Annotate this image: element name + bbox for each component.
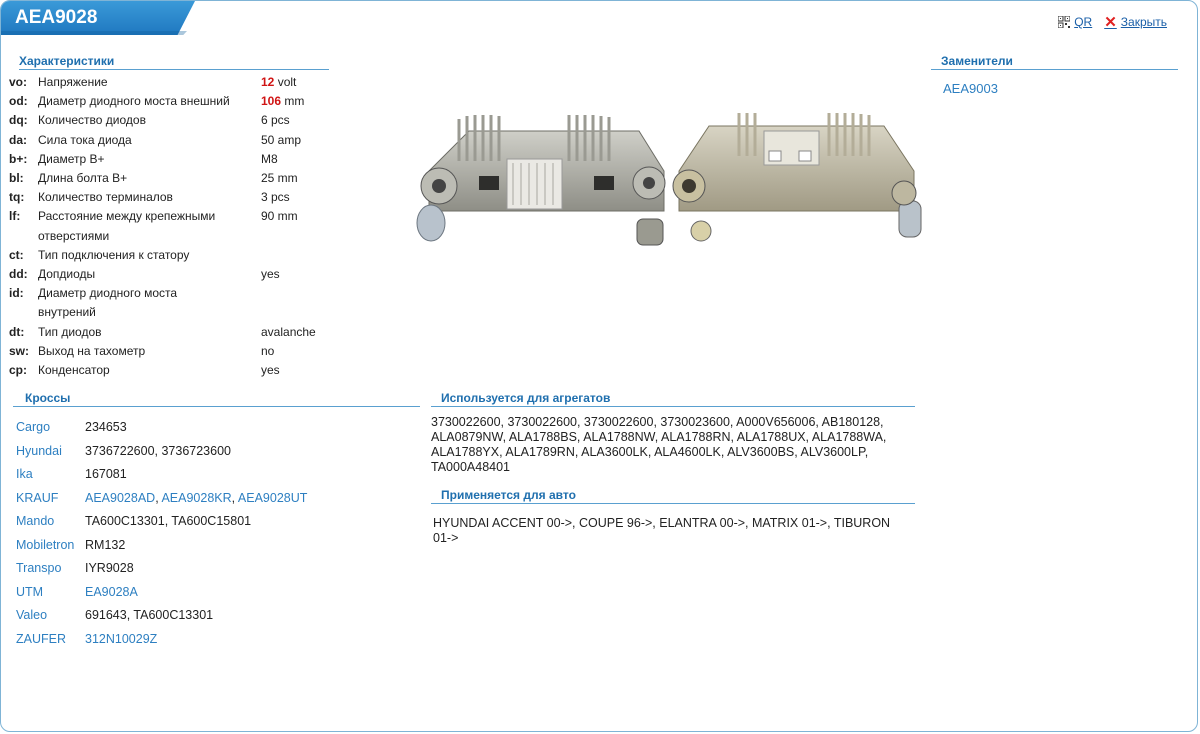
spec-code: vo: [9,75,27,89]
used-for-text: 3730022600, 3730022600, 3730022600, 3730023600, A000V656006, AB180128, ALA0879NW, ALA1788BS, ALA1788NW, ALA1788RN, ALA1788UX, ALA1788WA, ALA1788YX, ALA1789RN, ALA3600LK, ALA4600LK, ALV3600BS, ALV3600LP, TA000A48401 [431,415,887,474]
spec-value [261,111,290,130]
cross-row [16,628,411,652]
spec-value-unit: volt [277,75,297,89]
close-label: Закрыть [1120,15,1167,29]
spec-code: dd: [9,267,28,282]
cross-brand: UTM [16,584,44,599]
spec-row [9,361,339,380]
spec-label-text: Сила тока диода [38,132,132,147]
spec-value-number: no [261,343,275,358]
spec-value [261,92,304,111]
spec-value [261,73,296,92]
spec-label [38,150,261,169]
cross-brand: KRAUF [16,490,59,505]
cross-brand: Transpo [16,561,62,575]
spec-code: od: [9,94,28,109]
spec-row [9,92,339,111]
cross-brand: Valeo [16,608,48,622]
spec-label [38,73,261,92]
spec-label [38,361,261,380]
spec-label [38,92,261,111]
applied-to-text: HYUNDAI ACCENT 00->, COUPE 96->, ELANTRA 00->, MATRIX 01->, TIBURON 01-> [433,516,891,545]
spec-row [9,246,339,265]
spec-value [261,207,298,245]
spec-value-unit: mm [284,94,305,109]
spec-value [261,265,280,284]
close-icon: ✕ [1104,14,1117,31]
spec-code: bl: [9,171,24,186]
page-title: AEA9028 [15,7,98,28]
cross-row [16,463,411,487]
spec-label-text: Длина болта B+ [38,171,128,186]
spec-value-number: 12 [261,75,275,89]
spec-row [9,265,339,284]
spec-code: cp: [9,363,27,378]
spec-value-number: 25 mm [261,171,298,186]
spec-label-text: Диаметр диодного моста [38,286,178,301]
spec-label-text: Выход на тахометр [38,343,146,358]
cross-row [16,510,411,534]
cross-codes: 234653 [85,420,127,434]
replacements-list [943,81,998,96]
spec-value-number: 106 [261,94,282,109]
cross-brand: Ika [16,467,33,481]
spec-value-number: 90 mm [261,209,298,224]
spec-row [9,323,339,342]
spec-label-text: Напряжение [38,75,108,89]
cross-row [16,416,411,440]
close-link[interactable] [1104,13,1167,31]
title-ribbon-shadow [1,31,187,35]
spec-label [38,131,261,150]
spec-code: sw: [9,343,30,358]
spec-value-number: M8 [261,151,278,166]
spec-label [38,188,261,207]
spec-code: id: [9,286,24,301]
spec-label-text-continued: внутрений [38,305,96,320]
cross-codes [85,581,411,605]
cross-brand: Cargo [16,420,51,434]
cross-code-link[interactable]: AEA9028UT [237,490,308,505]
spec-value [261,361,280,380]
spec-label-text: Диаметр B+ [38,151,105,166]
cross-brand: ZAUFER [16,631,66,646]
cross-codes: TA600C13301, TA600C15801 [85,514,252,528]
replacements-heading: Заменители [931,54,1178,70]
spec-value [261,342,274,361]
cross-codes: IYR9028 [85,561,134,575]
spec-label-text-continued: отверстиями [38,228,110,243]
cross-row [16,604,411,628]
cross-row [16,440,411,464]
spec-row [9,342,339,361]
spec-value-number: 50 amp [261,132,302,147]
spec-row [9,131,339,150]
spec-value-number: 3 pcs [261,190,290,205]
cross-code-link[interactable]: AEA9028KR [161,490,232,505]
spec-label-text: Количество диодов [38,113,146,128]
spec-code: b+: [9,151,28,166]
spec-value-number: 6 pcs [261,113,290,128]
spec-value [261,323,316,342]
spec-row [9,188,339,207]
cross-codes: 3736722600, 3736723600 [85,443,231,458]
spec-label [38,169,261,188]
title-tab [1,1,195,35]
spec-code: tq: [9,190,25,205]
cross-row [16,487,411,511]
spec-code: lf: [9,209,21,224]
spec-value [261,131,301,150]
cross-codes: 167081 [85,467,127,481]
spec-label [38,342,261,361]
qr-link[interactable] [1058,15,1092,29]
cross-codes [85,628,411,652]
cross-codes: AEA9028AD, AEA9028KR, AEA9028UT [85,490,308,505]
cross-code-link[interactable]: 312N10029Z [85,631,158,646]
spec-label-text: Допдиоды [38,267,96,282]
spec-label-text: Тип подключения к статору [38,247,190,262]
spec-label-text: Количество терминалов [38,190,173,205]
spec-label [38,323,261,342]
spec-row [9,111,339,130]
cross-brand: Mando [16,514,55,528]
product-image [409,101,929,251]
qr-code-icon [1058,16,1070,28]
spec-label-text: Диаметр диодного моста внешний [38,94,230,109]
spec-label-text: Расстояние между крепежными [38,209,216,224]
used-for-heading: Используется для агрегатов [431,391,915,407]
spec-row [9,150,339,169]
spec-label [38,265,261,284]
spec-value-number: yes [261,267,280,282]
spec-row [9,284,339,322]
qr-label: QR [1074,15,1093,29]
cross-codes: 691643, TA600C13301 [85,608,214,622]
spec-code: ct: [9,247,24,262]
spec-row [9,207,339,245]
spec-label [38,284,261,322]
specs-table [9,73,339,380]
spec-code: da: [9,132,27,147]
cross-brand: Mobiletron [16,537,75,552]
spec-value [261,188,290,207]
spec-label [38,207,261,245]
crosses-heading: Кроссы [13,391,420,407]
cross-row [16,557,411,581]
spec-value [261,169,298,188]
cross-row [16,534,411,558]
spec-label-text: Конденсатор [38,363,110,378]
top-links [1058,13,1167,31]
cross-code-link[interactable]: AEA9028AD [85,490,156,505]
cross-code-link[interactable]: EA9028A [85,584,138,599]
spec-row [9,73,339,92]
spec-value [261,150,278,169]
cross-row [16,581,411,605]
crosses-table [16,416,411,651]
spec-label [38,246,261,265]
cross-brand: Hyundai [16,443,62,458]
spec-row [9,169,339,188]
spec-value-number: yes [261,363,280,378]
spec-code: dq: [9,113,28,128]
spec-label-text: Тип диодов [38,324,102,339]
specs-heading: Характеристики [19,54,329,70]
spec-code: dt: [9,324,25,339]
replacement-link[interactable]: AEA9003 [943,81,998,96]
applied-to-heading: Применяется для авто [431,488,915,504]
spec-value-number: avalanche [261,324,316,339]
spec-label [38,111,261,130]
cross-codes: RM132 [85,537,126,552]
